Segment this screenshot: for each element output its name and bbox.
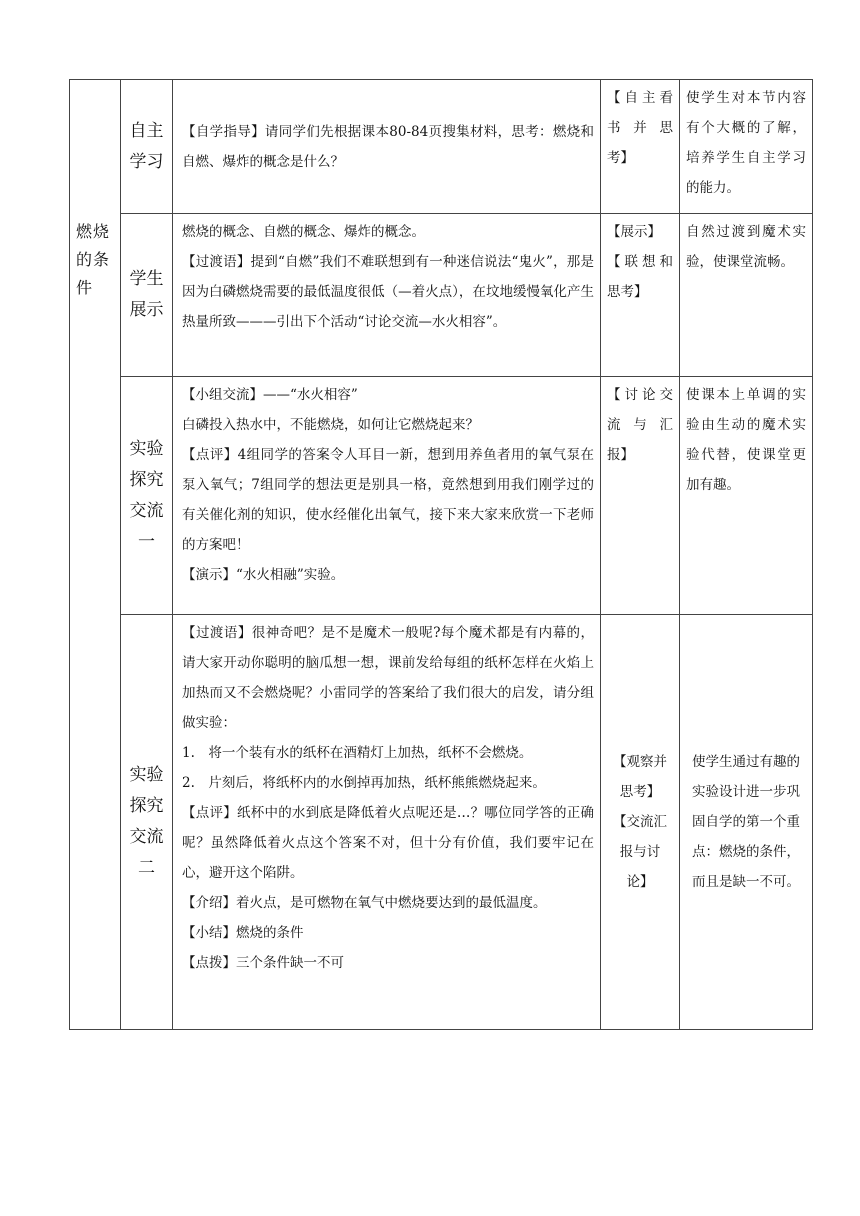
step-label: 实验 bbox=[129, 438, 164, 459]
intent-text: 使学生通过有趣的实验设计进一步巩固自学的第一个重点：燃烧的条件，而且是缺一不可。 bbox=[692, 754, 800, 890]
activity-cell bbox=[601, 377, 680, 615]
step-cell bbox=[121, 377, 173, 615]
activity-line: 【展示】 bbox=[607, 224, 661, 240]
step-label: 自主 bbox=[129, 120, 164, 141]
activity-line: 报】 bbox=[607, 447, 634, 463]
step-label: 学生 bbox=[129, 269, 164, 289]
content-paragraph: 【介绍】着火点，是可燃物在氧气中燃烧要达到的最低温度。 bbox=[182, 895, 547, 911]
activity-cell bbox=[601, 80, 680, 214]
activity-line: 【联想和 bbox=[607, 254, 673, 270]
content-list-item: 2. 片刻后，将纸杯内的水倒掉再加热，纸杯熊熊燃烧起来。 bbox=[182, 775, 546, 791]
intent-text: 自然过渡到魔术实验，使课堂流畅。 bbox=[686, 224, 806, 270]
step-cell bbox=[121, 615, 173, 1030]
content-cell bbox=[173, 615, 601, 1030]
table-row bbox=[70, 80, 813, 214]
table-row bbox=[70, 214, 813, 377]
lesson-plan-table bbox=[69, 79, 813, 1030]
intent-cell bbox=[680, 377, 813, 615]
activity-line: 报与讨 bbox=[619, 844, 661, 860]
content-paragraph: 燃烧的概念、自燃的概念、爆炸的概念。 bbox=[182, 224, 425, 240]
table-row bbox=[70, 615, 813, 1030]
activity-line: 流 与 汇 bbox=[607, 417, 673, 433]
activity-cell bbox=[601, 615, 680, 1030]
content-paragraph: 【小结】燃烧的条件 bbox=[182, 925, 304, 941]
topic-cell bbox=[70, 80, 121, 1030]
step-label: 探究 bbox=[129, 796, 164, 816]
content-cell bbox=[173, 214, 601, 377]
content-paragraph: 【演示】“水火相融”实验。 bbox=[182, 567, 345, 583]
activity-line: 【自主看 bbox=[607, 90, 673, 106]
table-row bbox=[70, 377, 813, 615]
intent-text: 使课本上单调的实验由生动的魔术实验代替，使课堂更加有趣。 bbox=[686, 387, 806, 493]
step-label: 一 bbox=[138, 531, 155, 552]
activity-line: 【讨论交 bbox=[607, 387, 673, 403]
content-cell bbox=[173, 377, 601, 615]
intent-cell bbox=[680, 214, 813, 377]
content-paragraph: 【点拨】三个条件缺一不可 bbox=[182, 955, 344, 971]
step-label: 探究 bbox=[129, 469, 164, 490]
step-label: 学习 bbox=[129, 151, 164, 172]
activity-line: 【交流汇 bbox=[613, 814, 667, 830]
activity-line: 考】 bbox=[607, 150, 634, 166]
content-paragraph: 【点评】4组同学的答案令人耳目一新，想到用养鱼者用的氧气泵在泵入氧气；7组同学的想法更是别具一格，竟然想到用我们刚学过的有关催化剂的知识，使水经催化出氧气，接下来大家来欣赏一下老师的方案吧！ bbox=[182, 447, 594, 553]
content-paragraph: 白磷投入热水中，不能燃烧，如何让它燃烧起来？ bbox=[182, 417, 479, 433]
step-cell bbox=[121, 214, 173, 377]
step-label: 实验 bbox=[129, 765, 164, 785]
step-label: 二 bbox=[138, 858, 155, 878]
step-label: 交流 bbox=[129, 827, 164, 847]
activity-line: 思考】 bbox=[619, 784, 661, 800]
step-cell bbox=[121, 80, 173, 214]
content-paragraph: 【小组交流】——“水火相容” bbox=[182, 387, 358, 403]
content-cell bbox=[173, 80, 601, 214]
intent-text: 使学生对本节内容有个大概的了解，培养学生自主学习的能力。 bbox=[686, 90, 806, 196]
activity-line: 论】 bbox=[626, 874, 654, 890]
content-paragraph: 【点评】纸杯中的水到底是降低着火点呢还是…？哪位同学答的正确呢？虽然降低着火点这个答案不对，但十分有价值，我们要牢记在心，避开这个陷阱。 bbox=[182, 805, 594, 881]
activity-line: 思考】 bbox=[607, 284, 648, 300]
content-paragraph: 【自学指导】请同学们先根据课本80-84页搜集材料，思考：燃烧和自燃、爆炸的概念是什么？ bbox=[182, 124, 594, 170]
topic-label: 燃烧的条件 bbox=[76, 222, 111, 297]
intent-cell bbox=[680, 80, 813, 214]
content-list-item: 1. 将一个装有水的纸杯在酒精灯上加热，纸杯不会燃烧。 bbox=[182, 745, 533, 761]
activity-cell bbox=[601, 214, 680, 377]
activity-line: 【观察并 bbox=[613, 754, 667, 770]
content-paragraph: 【过渡语】提到“自燃”我们不难联想到有一种迷信说法“鬼火”，那是因为白磷燃烧需要的最低温度很低（—着火点），在坟地缓慢氧化产生热量所致———引出下个活动“讨论交流—水火相容”。 bbox=[182, 254, 594, 330]
step-label: 交流 bbox=[129, 500, 164, 521]
activity-line: 书 并 思 bbox=[607, 120, 673, 136]
intent-cell bbox=[680, 615, 813, 1030]
step-label: 展示 bbox=[129, 300, 164, 320]
content-paragraph: 【过渡语】很神奇吧？是不是魔术一般呢?每个魔术都是有内幕的，请大家开动你聪明的脑瓜想一想，课前发给每组的纸杯怎样在火焰上加热而又不会燃烧呢？小雷同学的答案给了我们很大的启发，请分组做实验： bbox=[182, 625, 594, 731]
